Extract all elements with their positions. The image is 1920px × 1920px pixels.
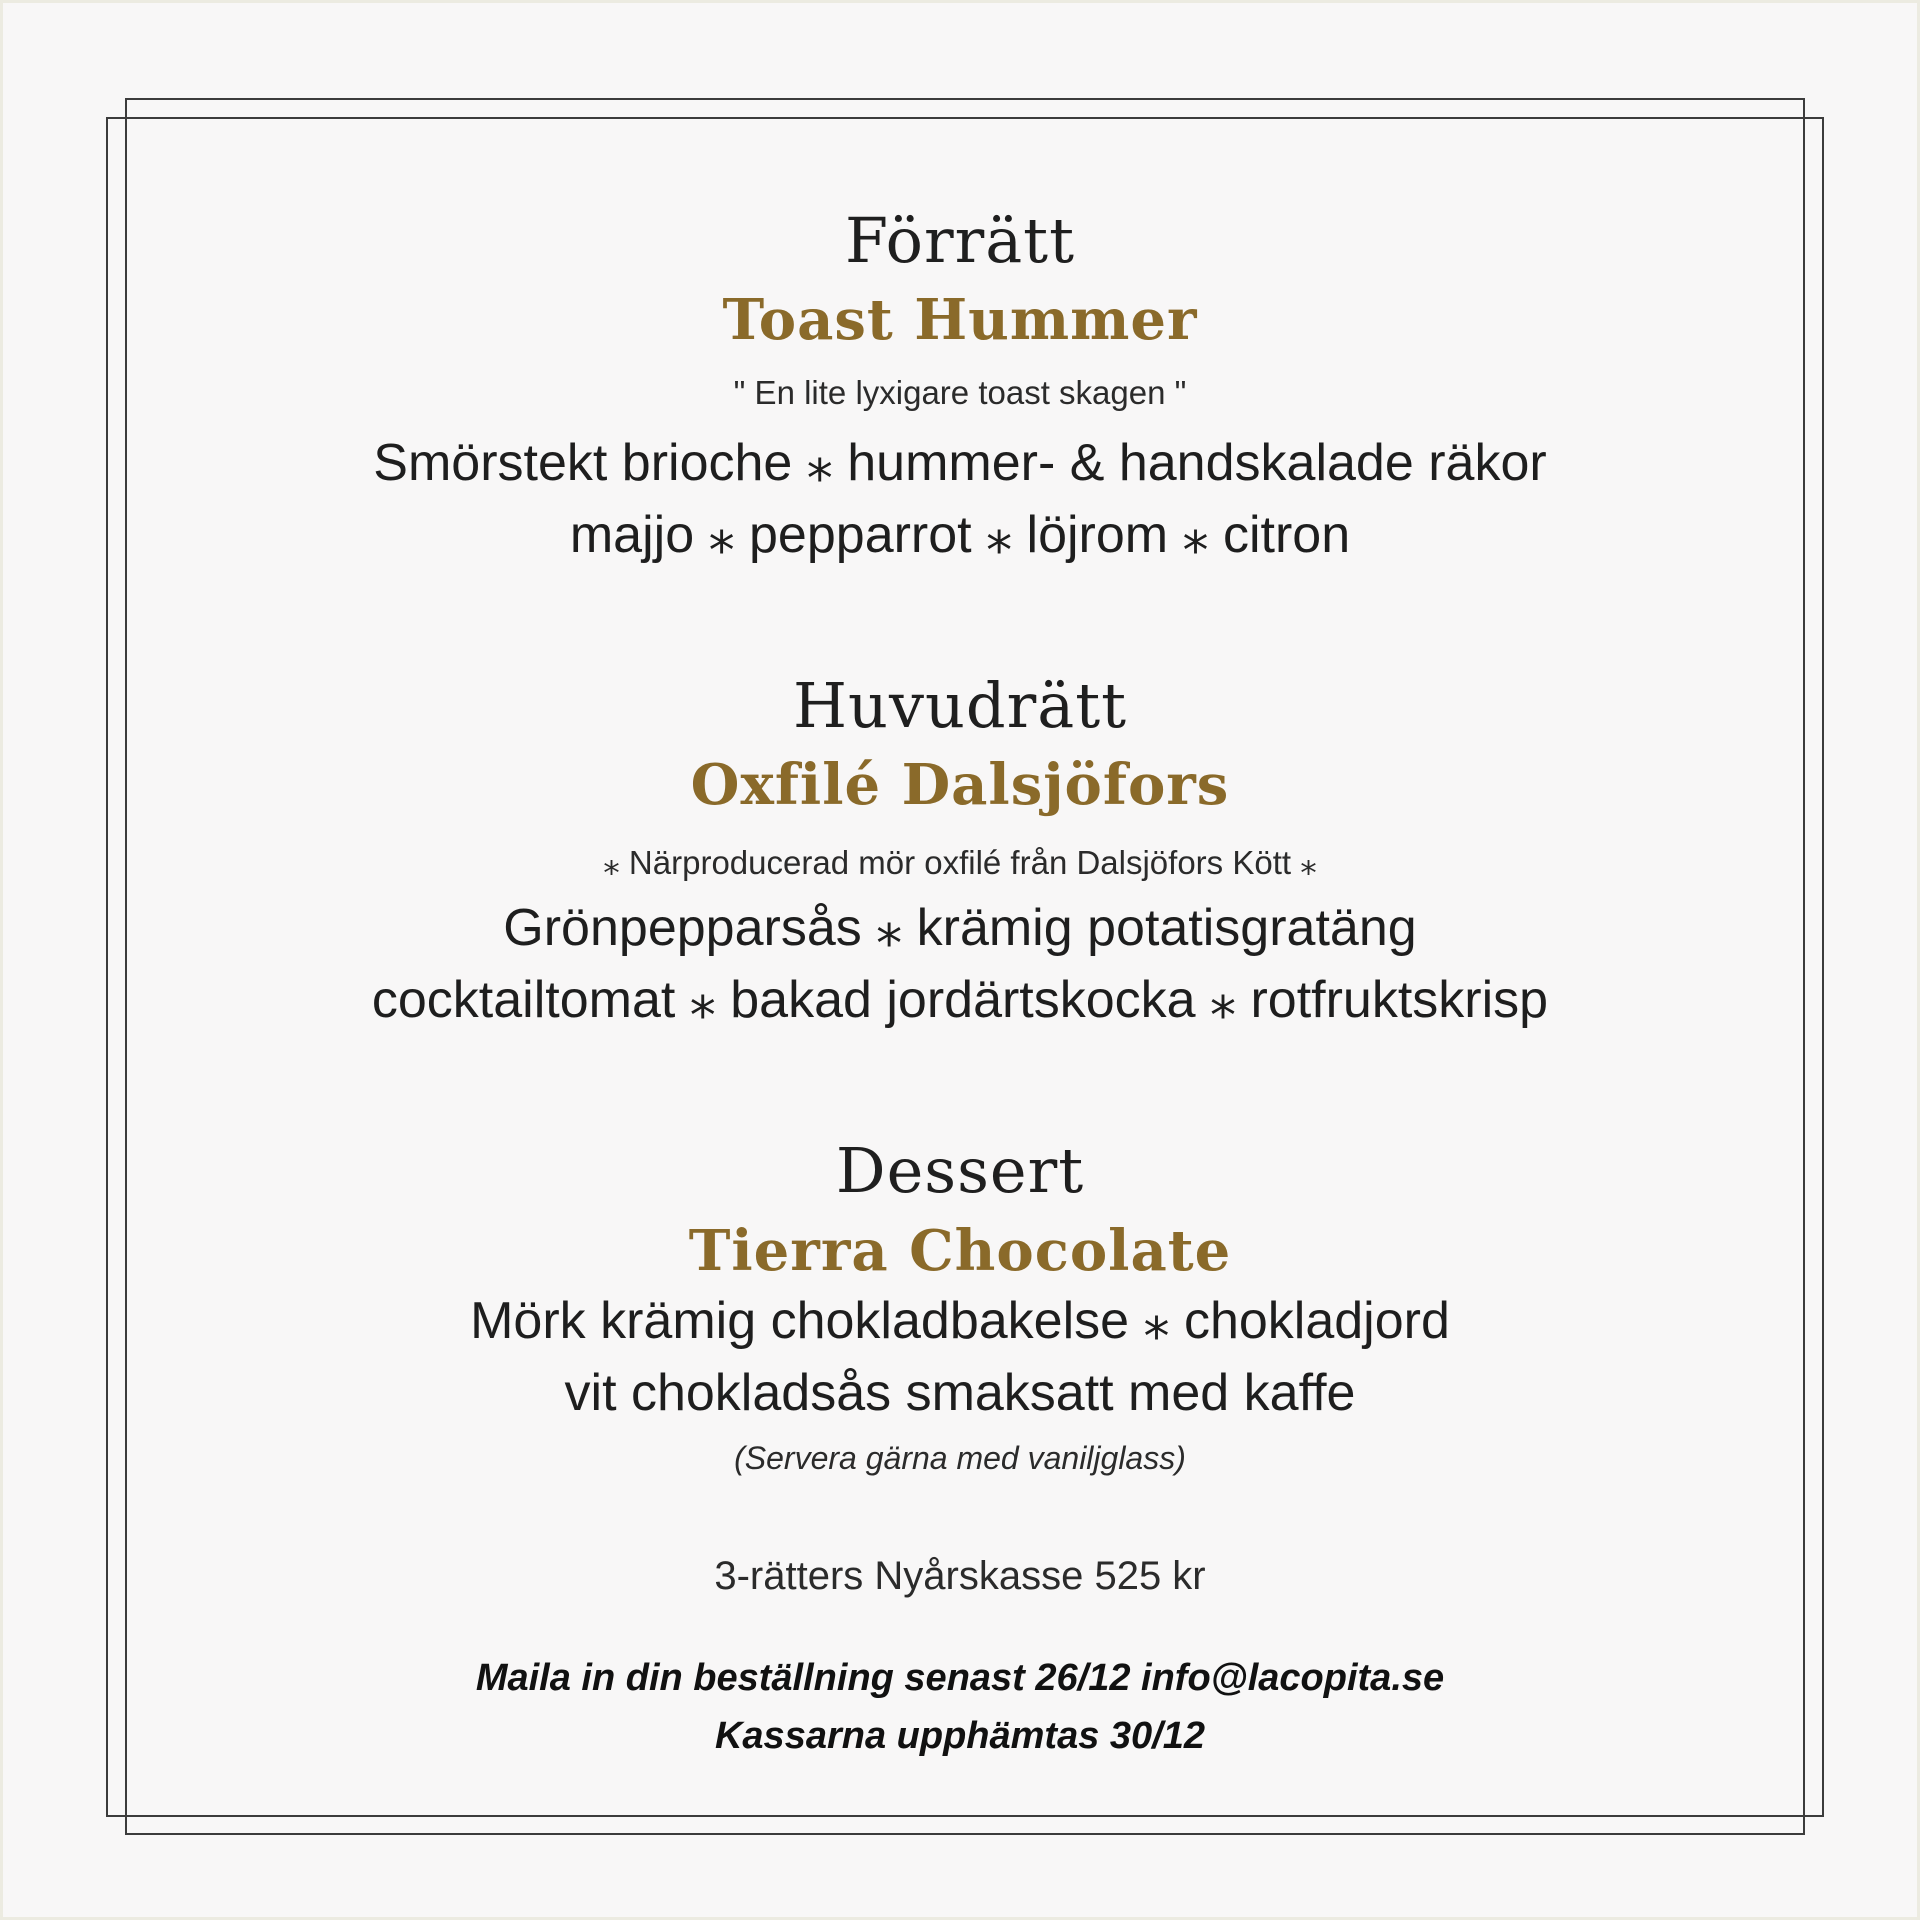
order-instructions: Maila in din beställning senast 26/12 info@lacopita.se	[475, 1657, 1445, 1699]
dessert-serving-note: (Servera gärna med vaniljglass)	[734, 1440, 1186, 1476]
menu-page	[3, 3, 1917, 1917]
dessert-heading: Dessert	[835, 1134, 1085, 1207]
dessert-description-line-2: vit chokladsås smaksatt med kaffe	[564, 1364, 1356, 1422]
price-line: 3-rätters Nyårskasse 525 kr	[714, 1554, 1206, 1598]
starter-heading: Förrätt	[844, 204, 1076, 277]
dessert-description-line-1: Mörk krämig chokladbakelse ⁎ chokladjord	[470, 1292, 1450, 1350]
main-course-dish-name: Oxfilé Dalsjöfors	[690, 752, 1230, 818]
dessert-dish-name: Tierra Chocolate	[688, 1218, 1232, 1284]
main-course-tagline: ⁎ Närproducerad mör oxfilé från Dalsjöfors Kött ⁎	[603, 844, 1317, 881]
main-course-description-line-2: cocktailtomat ⁎ bakad jordärtskocka ⁎ rotfruktskrisp	[371, 971, 1549, 1029]
starter-description-line-2: majjo ⁎ pepparrot ⁎ löjrom ⁎ citron	[569, 506, 1351, 564]
main-course-heading: Huvudrätt	[792, 669, 1128, 742]
starter-description-line-1: Smörstekt brioche ⁎ hummer- & handskalade räkor	[373, 434, 1547, 492]
starter-dish-name: Toast Hummer	[722, 287, 1198, 353]
main-course-description-line-1: Grönpepparsås ⁎ krämig potatisgratäng	[503, 899, 1417, 957]
starter-tagline: " En lite lyxigare toast skagen "	[733, 374, 1187, 411]
pickup-date: Kassarna upphämtas 30/12	[714, 1715, 1205, 1757]
